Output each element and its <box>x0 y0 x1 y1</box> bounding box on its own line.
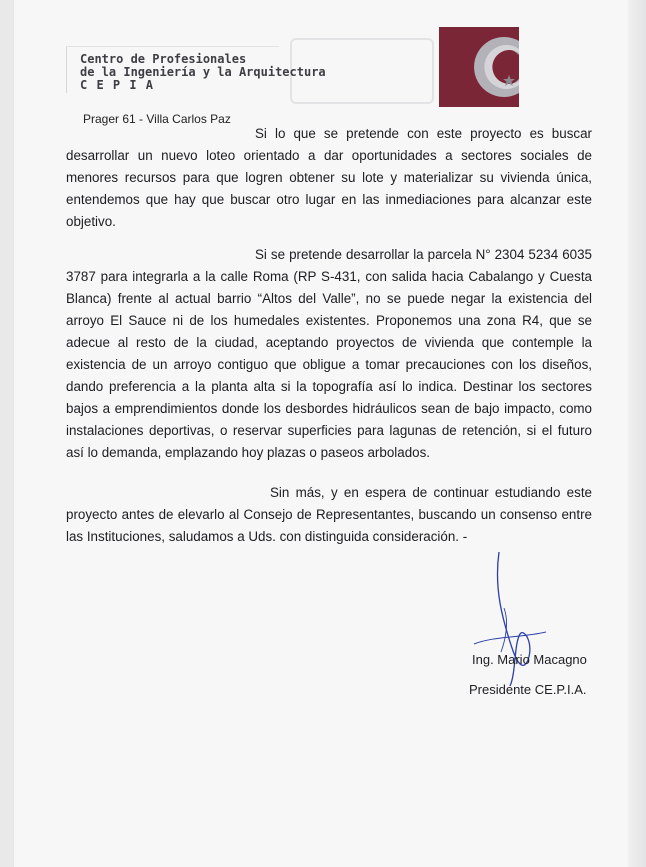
reference-line: Prager 61 - Villa Carlos Paz <box>83 112 231 126</box>
org-acronym: C E P I A <box>80 78 155 92</box>
signatory-name: Ing. Mario Macagno <box>472 652 587 667</box>
paragraph-2: Si se pretende desarrollar la parcela N° 2304 5234 6035 3787 para integrarla a la calle Roma (RP S-431, con salida hacia Cabalango y Cuesta Blanca) frente al actual barrio “Altos del Valle”, no se puede negar la existencia del arroyo El Sauce ni de los humedales existentes. Proponemos una zona R4, que se adecue al resto de la ciudad, aceptando proyectos de vivienda que contemple la existencia de un arroyo contiguo que obligue a tomar precauciones con los diseños, dando preferencia a la planta alta si la topografía así lo indica. Destinar los sectores bajos a emprendimientos donde los desbordes hidráulicos sean de bajo impacto, como instalaciones deportivas, o reservar superficies para lagunas de retención, si el futuro así lo demanda, emplazando hoy plazas o paseos arbolados. <box>66 247 592 461</box>
signatory-title: Presidente CE.P.I.A. <box>469 682 587 697</box>
paragraph-3: Sin más, y en espera de continuar estudiando este proyecto antes de elevarlo al Consejo de Representantes, buscando un consenso entre las Instituciones, saludamos a Uds. con distinguida consideración. - <box>66 485 592 545</box>
org-name-line-1: Centro de Profesionales <box>80 52 247 66</box>
paragraph-1: Si lo que se pretende con este proyecto es buscar desarrollar un nuevo loteo orientado a dar oportunidades a sectores sociales de menores recursos para que logren obtener su lote y materializar su vivienda única, entendemos que hay que buscar otro lugar en las inmediaciones para alcanzar este objetivo. <box>66 126 592 230</box>
document-page <box>14 0 629 867</box>
handwritten-signature <box>454 548 564 693</box>
cepia-logo <box>439 27 519 107</box>
org-name-line-2: de la Ingeniería y la Arquitectura <box>80 65 326 79</box>
scanner-edge <box>628 0 646 867</box>
